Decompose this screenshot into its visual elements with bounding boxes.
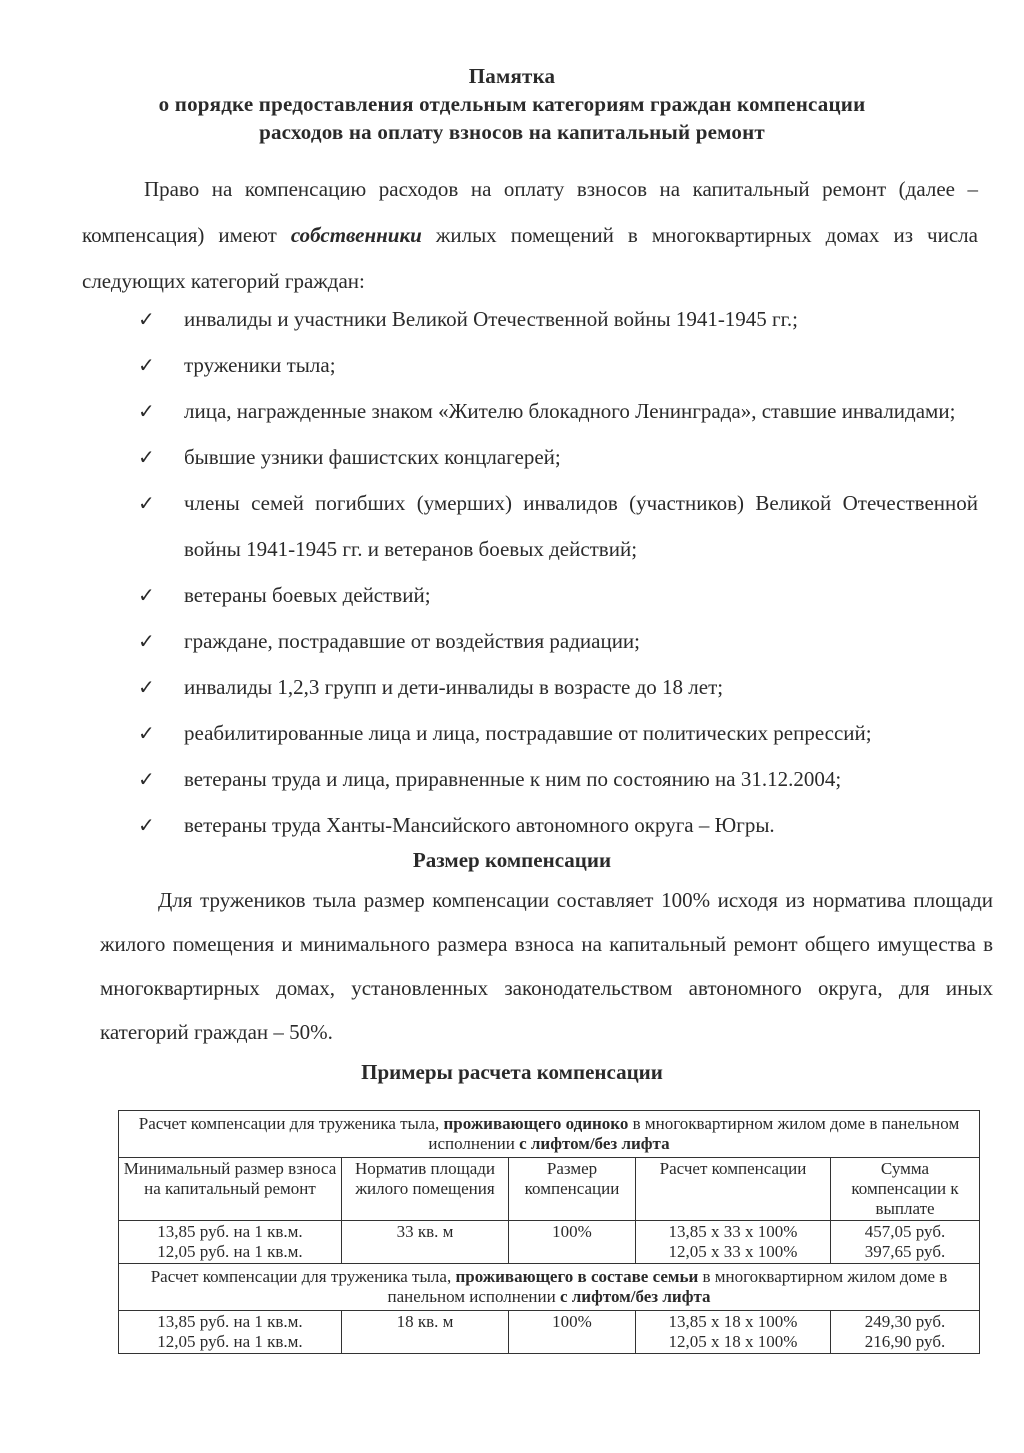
cell-line: 216,90 руб. xyxy=(864,1332,946,1351)
cell-line: 13,85 x 33 x 100% xyxy=(668,1222,798,1241)
title-line-3: расходов на оплату взносов на капитальный ремонт xyxy=(259,120,765,144)
list-item xyxy=(0,802,1024,848)
check-icon: ✓ xyxy=(138,675,155,699)
cell-line: 12,05 x 33 x 100% xyxy=(668,1242,798,1261)
cell-line: 12,05 руб. на 1 кв.м. xyxy=(157,1242,303,1261)
list-item-text: граждане, пострадавшие от воздействия радиации; xyxy=(184,629,641,653)
check-icon: ✓ xyxy=(138,767,155,791)
check-icon: ✓ xyxy=(138,721,155,745)
list-item-text: реабилитированные лица и лица, пострадавшие от политических репрессий; xyxy=(184,721,872,745)
document-title xyxy=(0,62,1024,146)
list-item-text: ветераны труда Ханты-Мансийского автономного округа – Югры. xyxy=(184,813,775,837)
caption-text: Расчет компенсации для труженика тыла, xyxy=(150,1267,456,1286)
list-item xyxy=(0,618,1024,664)
header-min-fee: Минимальный размер взноса на капитальный ремонт xyxy=(119,1158,342,1221)
header-calc: Расчет компенсации xyxy=(636,1158,831,1221)
caption-bold: проживающего в составе семьи xyxy=(455,1267,699,1286)
caption-bold: с лифтом/без лифта xyxy=(559,1287,711,1306)
table-header-row xyxy=(119,1158,980,1221)
list-item xyxy=(0,388,1024,434)
cell-min-fee xyxy=(119,1311,342,1354)
list-item-text: ветераны труда и лица, приравненные к ним по состоянию на 31.12.2004; xyxy=(184,767,842,791)
compensation-heading: Размер компенсации xyxy=(412,848,612,872)
caption-bold: проживающего одиноко xyxy=(443,1114,629,1133)
cell-calc xyxy=(636,1311,831,1354)
intro-text-2: жилых помещений в многоквартирных домах из числа следующих категорий граждан: xyxy=(82,223,978,293)
cell-line: 249,30 руб. xyxy=(864,1312,946,1331)
check-icon: ✓ xyxy=(138,583,155,607)
caption-bold: с лифтом/без лифта xyxy=(519,1134,670,1153)
case1-caption xyxy=(119,1111,980,1158)
caption-text: в многоквартирном жилом доме в панельном исполнении xyxy=(428,1114,960,1153)
header-size: Размер компенсации xyxy=(509,1158,636,1221)
intro-paragraph xyxy=(82,166,978,304)
cell-line: 12,05 x 18 x 100% xyxy=(668,1332,798,1351)
list-item-text: лица, награжденные знаком «Жителю блокадного Ленинграда», ставшие инвалидами; xyxy=(184,399,956,423)
cell-sum xyxy=(831,1221,980,1264)
header-norm: Норматив площади жилого помещения xyxy=(342,1158,509,1221)
list-item-text: инвалиды и участники Великой Отечественной войны 1941-1945 гг.; xyxy=(184,307,799,331)
cell-norm: 33 кв. м xyxy=(342,1221,509,1264)
table-row xyxy=(119,1311,980,1354)
cell-sum xyxy=(831,1311,980,1354)
cell-calc xyxy=(636,1221,831,1264)
intro-text-1: Право на компенсацию расходов на оплату взносов на капитальный ремонт (далее – компенсация) имеют xyxy=(82,177,978,247)
title-line-1: Памятка xyxy=(468,64,556,88)
list-item-text: ветераны боевых действий; xyxy=(184,583,431,607)
list-item xyxy=(0,664,1024,710)
case2-caption xyxy=(119,1264,980,1311)
title-line-2: о порядке предоставления отдельным категориям граждан компенсации xyxy=(158,92,866,116)
cell-line: 13,85 руб. на 1 кв.м. xyxy=(157,1222,303,1241)
list-item-text: инвалиды 1,2,3 групп и дети-инвалиды в возрасте до 18 лет; xyxy=(184,675,724,699)
list-item xyxy=(0,342,1024,388)
intro-emphasis: собственники xyxy=(290,223,422,247)
table-row xyxy=(119,1111,980,1158)
list-item-text: члены семей погибших (умерших) инвалидов (участников) Великой Отечественной войны 1941-1945 гг. и ветеранов боевых действий; xyxy=(184,491,978,561)
calculation-table xyxy=(118,1110,980,1354)
cell-size: 100% xyxy=(509,1311,636,1354)
header-sum: Сумма компенсации к выплате xyxy=(831,1158,980,1221)
list-item xyxy=(0,710,1024,756)
cell-line: 397,65 руб. xyxy=(864,1242,946,1261)
cell-line: 13,85 x 18 x 100% xyxy=(668,1312,798,1331)
check-icon: ✓ xyxy=(138,813,155,837)
cell-min-fee xyxy=(119,1221,342,1264)
caption-text: в многоквартирном жилом доме в панельном исполнении xyxy=(387,1267,948,1306)
check-icon: ✓ xyxy=(138,399,155,423)
compensation-text: Для тружеников тыла размер компенсации составляет 100% исходя из норматива площади жилого помещения и минимального размера взноса на капитальный ремонт общего имущества в многоквартирных домах, установленных законодательством автономного округа, для иных категорий граждан – 50%. xyxy=(100,888,993,1044)
examples-heading: Примеры расчета компенсации xyxy=(361,1060,663,1084)
cell-line: 12,05 руб. на 1 кв.м. xyxy=(157,1332,303,1351)
check-icon: ✓ xyxy=(138,353,155,377)
caption-text: Расчет компенсации для труженика тыла, xyxy=(138,1114,444,1133)
cell-line: 457,05 руб. xyxy=(864,1222,946,1241)
check-icon: ✓ xyxy=(138,629,155,653)
list-item xyxy=(0,756,1024,802)
check-icon: ✓ xyxy=(138,445,155,469)
table-row xyxy=(119,1264,980,1311)
table-row xyxy=(119,1221,980,1264)
list-item xyxy=(0,296,1024,342)
category-list xyxy=(0,296,1024,848)
check-icon: ✓ xyxy=(138,491,155,515)
check-icon: ✓ xyxy=(138,307,155,331)
list-item xyxy=(0,434,1024,480)
list-item-text: бывшие узники фашистских концлагерей; xyxy=(184,445,561,469)
list-item-text: труженики тыла; xyxy=(184,353,336,377)
list-item xyxy=(0,480,1024,572)
cell-line: 13,85 руб. на 1 кв.м. xyxy=(157,1312,303,1331)
cell-norm: 18 кв. м xyxy=(342,1311,509,1354)
list-item xyxy=(0,572,1024,618)
cell-size: 100% xyxy=(509,1221,636,1264)
compensation-paragraph xyxy=(100,878,993,1054)
